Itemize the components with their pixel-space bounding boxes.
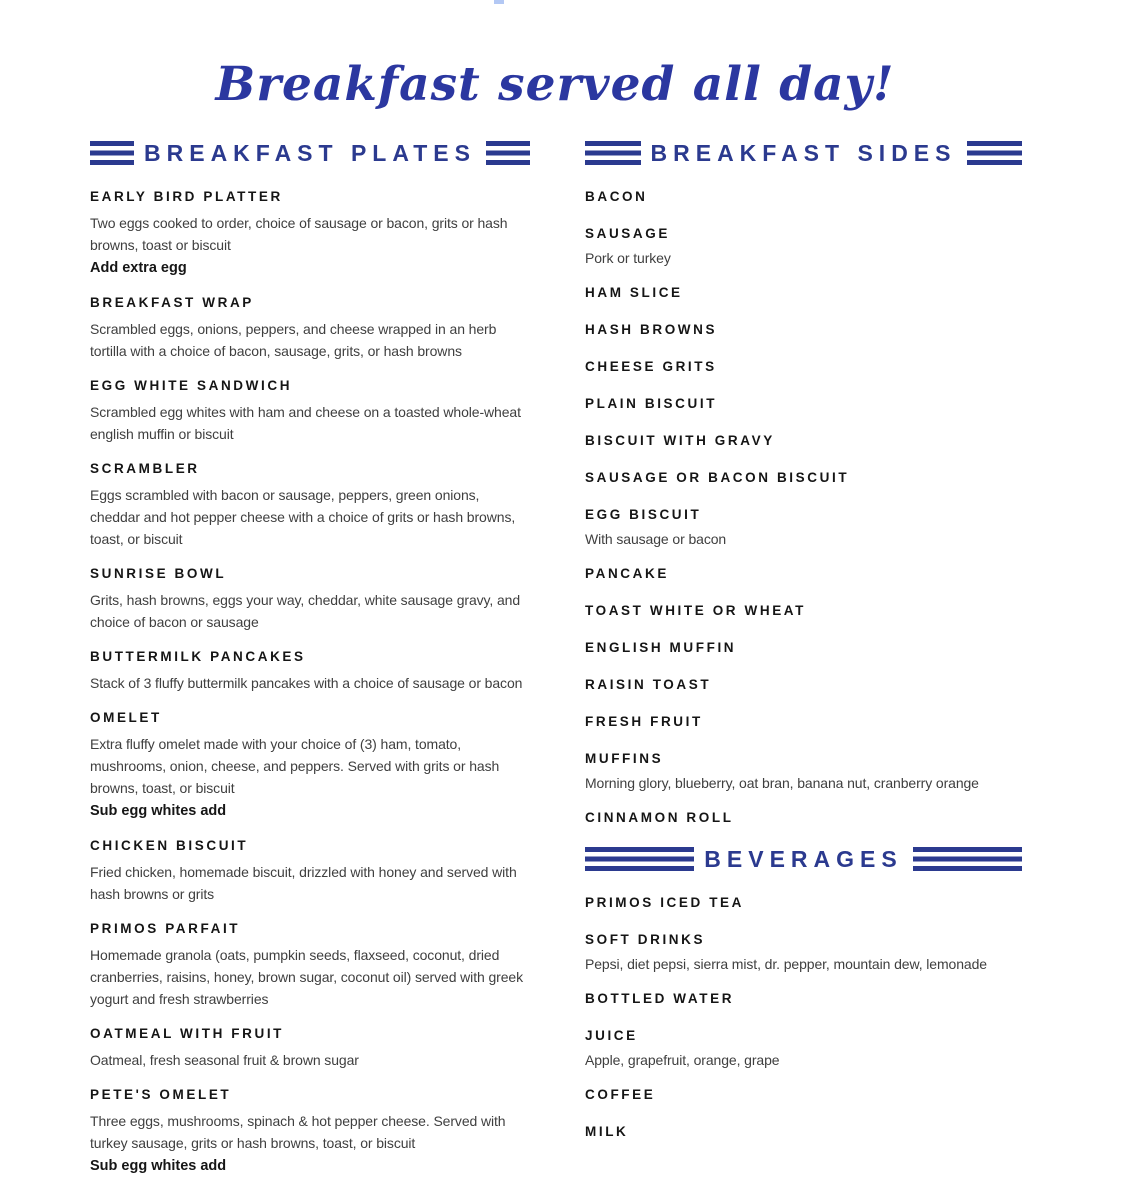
menu-item-name: SAUSAGE OR BACON BISCUIT	[585, 470, 850, 485]
triple-stripes-left-icon	[585, 141, 641, 165]
menu-item-name: EGG WHITE SANDWICH	[90, 378, 293, 393]
triple-stripes-right-icon	[967, 141, 1023, 165]
section-header	[585, 140, 1022, 166]
left-column	[90, 140, 530, 1192]
menu-item	[90, 1025, 530, 1071]
menu-item-name: TOAST WHITE OR WHEAT	[585, 603, 806, 618]
menu-item	[585, 1086, 1022, 1104]
menu-item-description: Eggs scrambled with bacon or sausage, peppers, green onions, cheddar and hot pepper cheese with a choice of grits or hash browns, toast, or biscuit	[90, 487, 516, 547]
menu-item-name: FRESH FRUIT	[585, 714, 703, 729]
menu-item-name: SCRAMBLER	[90, 461, 200, 476]
menu-item-name: PETE'S OMELET	[90, 1087, 232, 1102]
menu-item	[585, 395, 1022, 413]
menu-item	[585, 639, 1022, 657]
menu-item-name: CINNAMON ROLL	[585, 810, 734, 825]
menu-item	[585, 931, 1022, 975]
menu-item-name: COFFEE	[585, 1087, 656, 1102]
menu-item-name: BUTTERMILK PANCAKES	[90, 649, 306, 664]
menu-item-name: BACON	[585, 189, 648, 204]
menu-item	[90, 920, 530, 1010]
menu-item-description: Apple, grapefruit, orange, grape	[585, 1052, 780, 1068]
menu-item-name: HAM SLICE	[585, 285, 683, 300]
menu-item-description: Pepsi, diet pepsi, sierra mist, dr. pepper, mountain dew, lemonade	[585, 956, 987, 972]
menu-item-name: BISCUIT WITH GRAVY	[585, 433, 775, 448]
menu-item-note: Add extra egg	[90, 260, 187, 276]
menu-item	[585, 602, 1022, 620]
menu-item-name: PRIMOS PARFAIT	[90, 921, 241, 936]
menu-item-name: MILK	[585, 1124, 629, 1139]
menu-item	[585, 750, 1022, 794]
menu-item-name: SOFT DRINKS	[585, 932, 706, 947]
menu-item	[585, 321, 1022, 339]
menu-item-description: Morning glory, blueberry, oat bran, banana nut, cranberry orange	[585, 775, 979, 791]
menu-item-name: PANCAKE	[585, 566, 669, 581]
triple-stripes-left-icon	[90, 141, 134, 165]
menu-item	[585, 284, 1022, 302]
section-breakfast-sides	[585, 140, 1022, 827]
menu-item-description: Fried chicken, homemade biscuit, drizzled with honey and served with hash browns or grits	[90, 864, 517, 902]
menu-item	[585, 358, 1022, 376]
menu-item-description: Grits, hash browns, eggs your way, cheddar, white sausage gravy, and choice of bacon or sausage	[90, 592, 521, 630]
menu-item	[585, 469, 1022, 487]
menu-item	[585, 225, 1022, 269]
menu-item	[90, 460, 530, 550]
section-title: BREAKFAST SIDES	[650, 140, 957, 166]
section-items	[585, 894, 1022, 1141]
section-items	[90, 188, 530, 1177]
menu-item-name: SUNRISE BOWL	[90, 566, 227, 581]
menu-item-name: BOTTLED WATER	[585, 991, 735, 1006]
menu-item-name: PRIMOS ICED TEA	[585, 895, 745, 910]
menu-item-description: Pork or turkey	[585, 250, 671, 266]
menu-item	[585, 894, 1022, 912]
menu-item	[585, 1123, 1022, 1141]
menu-item-description: Two eggs cooked to order, choice of sausage or bacon, grits or hash browns, toast or biscuit	[90, 215, 508, 253]
menu-item-description: Scrambled egg whites with ham and cheese on a toasted whole-wheat english muffin or biscuit	[90, 404, 521, 442]
menu-item	[585, 809, 1022, 827]
logo-fragment	[494, 0, 504, 4]
menu-item	[585, 188, 1022, 206]
menu-item	[585, 990, 1022, 1008]
triple-stripes-right-icon	[913, 847, 1022, 871]
menu-item-note: Sub egg whites add	[90, 803, 227, 819]
menu-item-name: ENGLISH MUFFIN	[585, 640, 737, 655]
menu-item-name: EARLY BIRD PLATTER	[90, 189, 283, 204]
menu-item	[585, 432, 1022, 450]
menu-item-name: BREAKFAST WRAP	[90, 295, 254, 310]
menu-item-description: Scrambled eggs, onions, peppers, and cheese wrapped in an herb tortilla with a choice of bacon, sausage, grits, or hash browns	[90, 321, 497, 359]
triple-stripes-left-icon	[585, 847, 694, 871]
section-items	[585, 188, 1022, 827]
menu-item	[90, 565, 530, 633]
menu-item-name: CHICKEN BISCUIT	[90, 838, 249, 853]
menu-item	[585, 506, 1022, 550]
menu-item-name: CHEESE GRITS	[585, 359, 717, 374]
menu-item-description: Three eggs, mushrooms, spinach & hot pepper cheese. Served with turkey sausage, grits or hash browns, toast, or biscuit	[90, 1113, 506, 1151]
menu-item-name: OATMEAL WITH FRUIT	[90, 1026, 285, 1041]
menu-item-note: Sub egg whites add	[90, 1158, 227, 1174]
menu-item	[585, 713, 1022, 731]
menu-item-description: Extra fluffy omelet made with your choice of (3) ham, tomato, mushrooms, onion, cheese, and peppers. Served with grits or hash browns, toast, or biscuit	[90, 736, 500, 796]
menu-item	[90, 294, 530, 362]
menu-item	[585, 1027, 1022, 1071]
menu-item-description: Homemade granola (oats, pumpkin seeds, flaxseed, coconut, dried cranberries, raisins, honey, brown sugar, coconut oil) served with greek yogurt and fresh strawberries	[90, 947, 523, 1007]
menu-item-name: SAUSAGE	[585, 226, 670, 241]
menu-item-name: HASH BROWNS	[585, 322, 718, 337]
menu-item-description: Stack of 3 fluffy buttermilk pancakes with a choice of sausage or bacon	[90, 675, 523, 691]
menu-item-name: PLAIN BISCUIT	[585, 396, 718, 411]
section-breakfast-plates	[90, 140, 530, 1177]
menu-item	[90, 188, 530, 279]
section-title: BREAKFAST PLATES	[144, 140, 476, 166]
menu-item-name: OMELET	[90, 710, 162, 725]
menu-item-name: EGG BISCUIT	[585, 507, 702, 522]
menu-item	[90, 1086, 530, 1177]
menu-item	[585, 676, 1022, 694]
menu-item	[90, 837, 530, 905]
triple-stripes-right-icon	[486, 141, 530, 165]
section-header	[585, 846, 1022, 872]
menu-item-name: JUICE	[585, 1028, 638, 1043]
menu-item	[585, 565, 1022, 583]
menu-item-description: With sausage or bacon	[585, 531, 727, 547]
menu-item	[90, 709, 530, 822]
tagline: Breakfast served all day!	[215, 57, 895, 113]
menu-item	[90, 377, 530, 445]
section-header	[90, 140, 530, 166]
menu-item-name: RAISIN TOAST	[585, 677, 712, 692]
menu-item-name: MUFFINS	[585, 751, 664, 766]
right-column	[585, 140, 1022, 1160]
menu-item-description: Oatmeal, fresh seasonal fruit & brown sugar	[90, 1052, 359, 1068]
section-beverages	[585, 846, 1022, 1141]
section-title: BEVERAGES	[704, 846, 903, 872]
menu-item	[90, 648, 530, 694]
